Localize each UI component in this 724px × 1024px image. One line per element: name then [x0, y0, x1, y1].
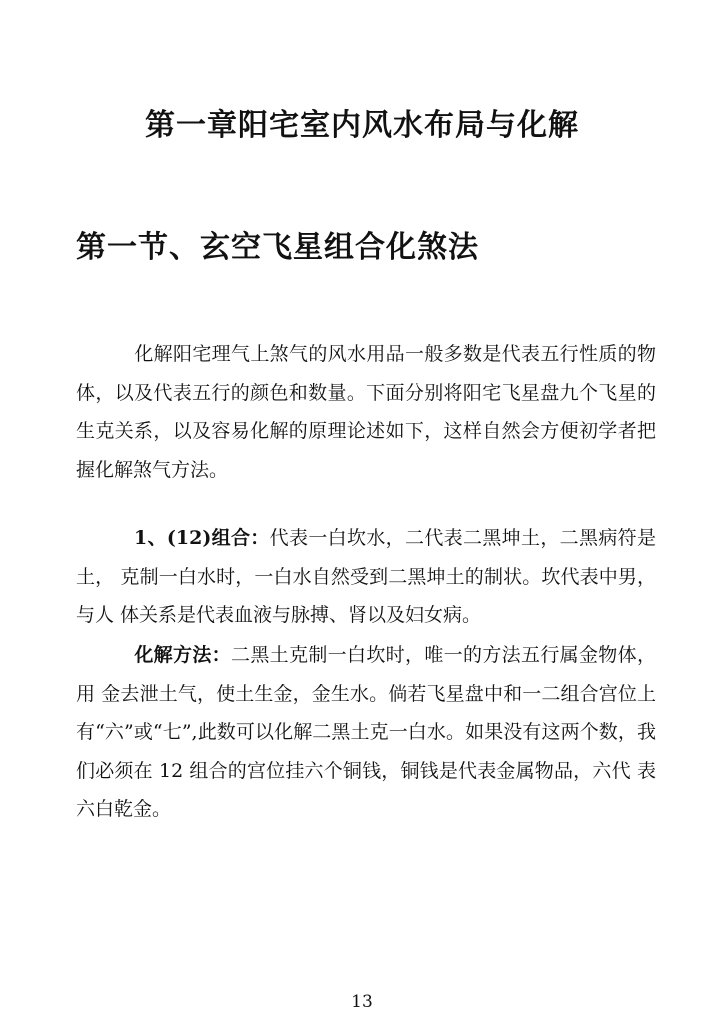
item-1-paragraph — [76, 519, 656, 635]
item-1-text: 代表一白坎水，二代表二黑坤土，二黑病符是土， 克制一白水时，一白水自然受到二黑坤土的制状。坎代表中男，与人 体关系是代表血液与脉搏、肾以及妇女病。 — [76, 527, 656, 626]
chapter-title: 第一章阳宅室内风水布局与化解 — [145, 108, 579, 143]
method-text: 二黑土克制一白坎时，唯一的方法五行属金物体，用 金去泄土气，使土生金，金生水。倘若飞星盘中和一二组合宫位上有“六”或“七”,此数可以化解二黑土克一白水。如果没有这两个数，我们必须在 12 组合的宫位挂六个铜钱，铜钱是代表金属物品，六代 表六白乾金。 — [76, 644, 656, 820]
intro-text: 化解阳宅理气上煞气的风水用品一般多数是代表五行性质的物体，以及代表五行的颜色和数量。下面分别将阳宅飞星盘九个飞星的生克关系，以及容易化解的原理论述如下，这样自然会方便初学者把握化解煞气方法。 — [76, 343, 656, 481]
item-1-label: 1、(12)组合： — [134, 527, 270, 549]
page-number: 13 — [351, 992, 373, 1012]
section-title: 第一节、玄空飞星组合化煞法 — [76, 230, 479, 265]
method-label: 化解方法： — [134, 644, 231, 666]
intro-paragraph — [76, 335, 656, 489]
method-paragraph — [76, 636, 656, 829]
